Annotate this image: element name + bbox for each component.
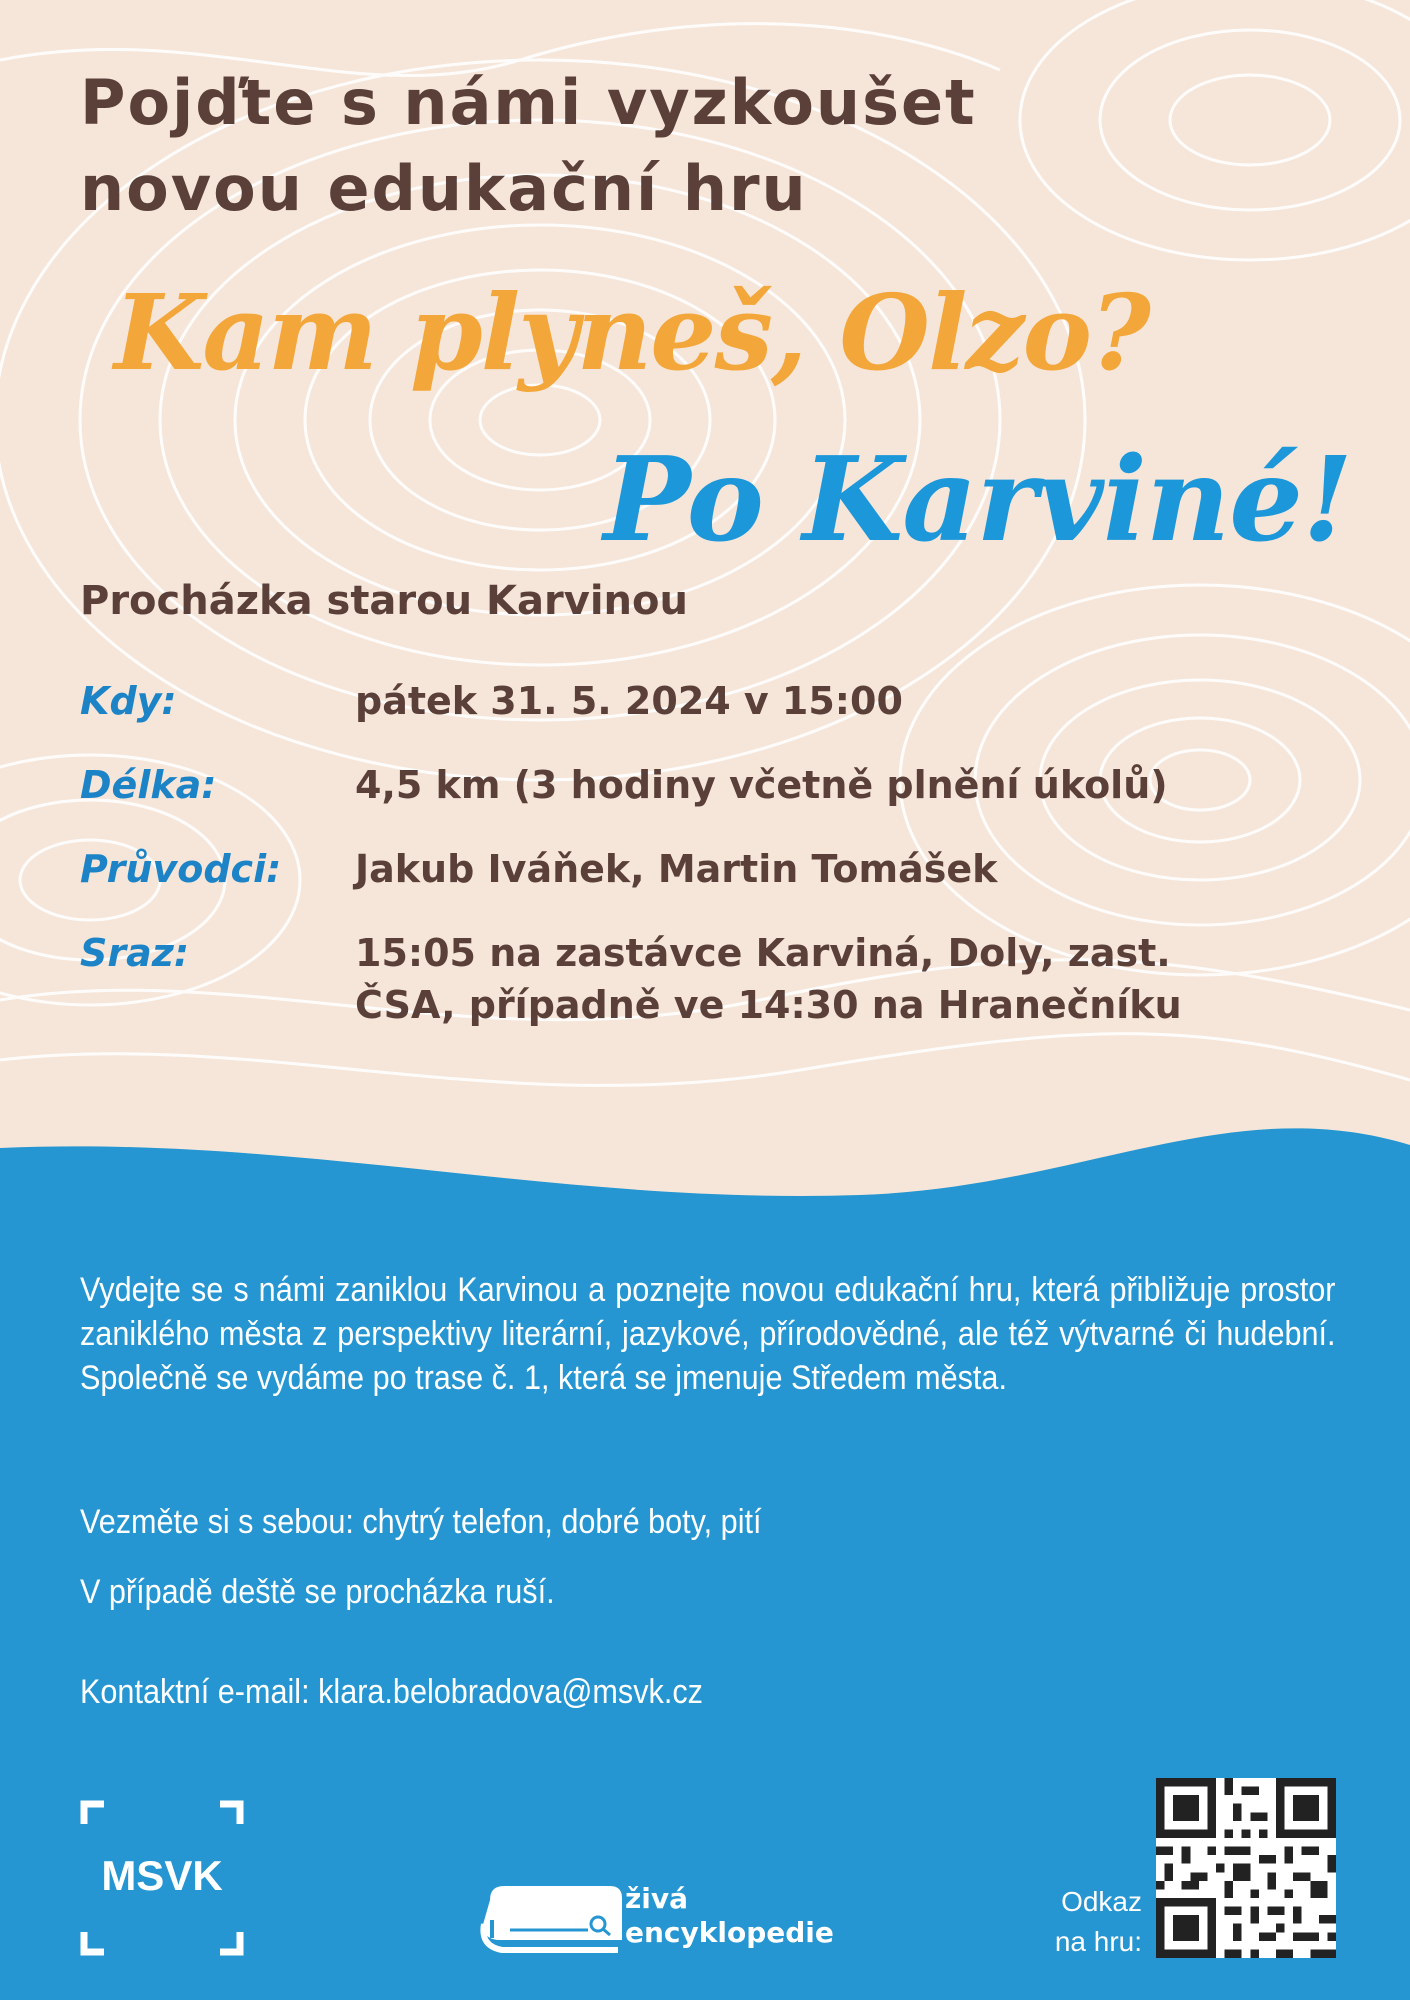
detail-value: pátek 31. 5. 2024 v 15:00 [355,679,903,723]
detail-label: Délka: [80,763,217,807]
headline [80,60,1330,232]
event-subtitle: Procházka starou Karvinou [80,578,688,624]
contact-email[interactable]: Kontaktní e-mail: klara.belobradova@msvk.cz [80,1673,703,1711]
detail-value: 4,5 km (3 hodiny včetně plnění úkolů) [355,763,1168,807]
qr-code[interactable] [1156,1778,1336,1958]
event-description: Vydejte se s námi zaniklou Karvinou a poznejte novou edukační hru, která přibližuje prostor zaniklého města z perspektivy literární, jazykové, přírodovědné, ale též výtvarné či hudební. Společně se vydáme po trase č. 1, která se jmenuje Středem města. [80,1271,1336,1397]
detail-label: Průvodci: [80,847,282,891]
ze-logo-line-1: živá [625,1882,689,1915]
detail-row-when [80,675,1360,727]
bring-note: Vezměte si s sebou: chytrý telefon, dobré boty, pití [80,1503,762,1541]
event-details [80,675,1360,1063]
qr-label-line-2: na hru: [1054,1926,1142,1957]
msvk-logo-text: MSVK [101,1852,223,1899]
detail-label: Kdy: [80,679,177,723]
ziva-encyklopedie-logo[interactable] [625,1882,834,1950]
game-title-secondary: Po Karviné! [603,432,1352,568]
qr-label [1040,1882,1142,1962]
detail-row-guides [80,843,1360,895]
detail-row-length [80,759,1360,811]
msvk-logo[interactable] [80,1800,244,1956]
headline-line-1: Pojďte s námi vyzkoušet [80,66,977,139]
qr-label-line-1: Odkaz [1061,1886,1142,1917]
headline-line-2: novou edukační hru [80,152,808,225]
detail-value: Jakub Iváňek, Martin Tomášek [355,847,998,891]
game-title: Kam plyneš, Olzo? [114,271,1149,394]
detail-label: Sraz: [80,931,190,975]
ze-logo-line-2: encyklopedie [625,1916,834,1949]
detail-row-meeting [80,927,1360,1031]
rain-note: V případě deště se procházka ruší. [80,1573,555,1611]
detail-value: 15:05 na zastávce Karviná, Doly, zast. ČSA, případně ve 14:30 na Hranečníku [355,931,1182,1027]
